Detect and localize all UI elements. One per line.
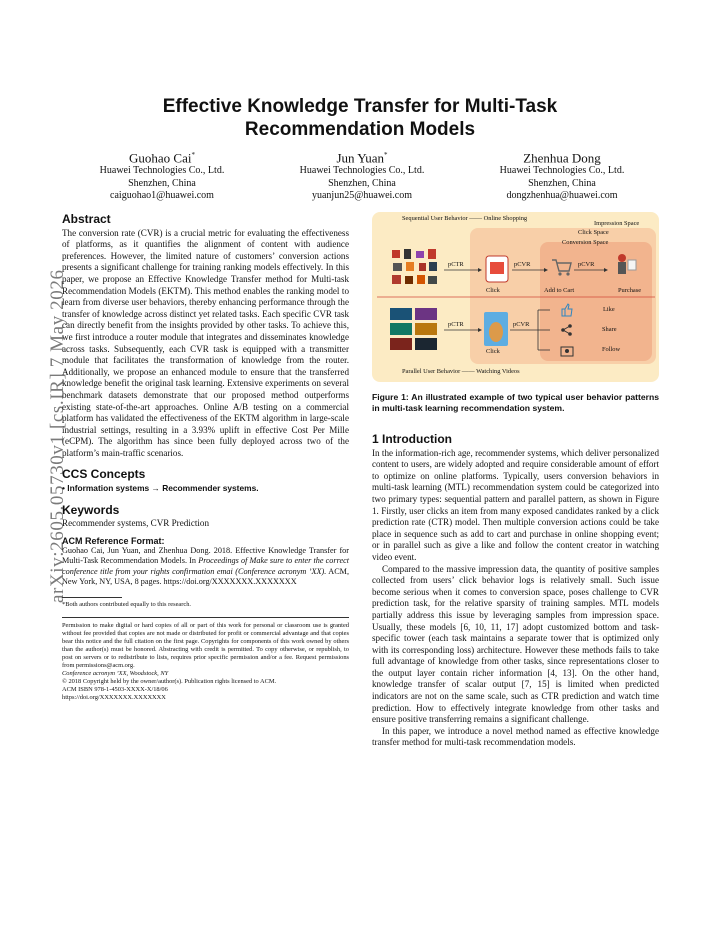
author-affiliation: Huawei Technologies Co., Ltd. bbox=[99, 165, 225, 177]
author-list bbox=[62, 148, 662, 203]
ccs-text: • Information systems → Recommender systems. bbox=[62, 483, 259, 494]
footnote: *Both authors contributed equally to this research. bbox=[62, 601, 192, 609]
like-label: Like bbox=[603, 306, 615, 313]
add-to-cart-label: Add to Cart bbox=[544, 287, 575, 294]
pctr-label: pCTR bbox=[448, 321, 464, 328]
purchase-icon bbox=[612, 252, 638, 280]
follow-label: Follow bbox=[602, 346, 621, 353]
abstract-heading: Abstract bbox=[62, 212, 111, 226]
author-location: Shenzhen, China bbox=[528, 177, 596, 189]
permission-text: Permission to make digital or hard copies of all or part of this work for personal or classroom use is granted without fee provided that copies are not made or distributed for profit or commercial advantage and that copies bear this notice and the full citation on the first page. Copyrights for components of this work owned by others than the author(s) must be honored. Abstracting with credit is permitted. To copy otherwise, or republish, to post on servers or to redistribute to lists, requires prior specific permission and/or a fee. Request permissions from permissions@acm.org. bbox=[62, 622, 349, 670]
share-icon bbox=[561, 324, 573, 336]
conference-line: Conference acronym ’XX, Woodstock, NY bbox=[62, 670, 169, 678]
author-block bbox=[262, 148, 462, 203]
flow-arrows bbox=[372, 212, 659, 382]
abstract-text: The conversion rate (CVR) is a crucial metric for evaluating the effectiveness of platforms, as it quantifies the alignment of content with audience preferences. However, the limited nature of customers’ conversion actions presents a significant challenge for training ranking models effectively. In this paper, we propose an Effective Knowledge Transfer method for Multi-task Recommendation Models (EKTM). This method enables the ranking model to learn from diverse user behaviors, thereby enhancing performance through the transfer of knowledge across distinct yet related tasks. Each specific CVR task can directly benefit from the insights provided by other tasks. To achieve this, we first introduce a router module that integrates and disseminates knowledge across tasks. Subsequently, each CVR task is equipped with a transmitter module that facilitates the transformation of knowledge from the router. Additionally, we propose an enhanced module to ensure that the transferred knowledge benefit the original task learning. Extensive experiments on several benchmark datasets demonstrate that our proposed method outperforms existing state-of-the-art approaches. Online A/B testing on a commercial platform has validated the effectiveness of the EKTM algorithm in large-scale industrial settings, resulting in a 3.93% uplift in effective Cost Per Mille (eCPM). The algorithm has since been fully deployed across two of the platform’s main-traffic scenarios. bbox=[62, 227, 349, 458]
pcvr-label: pCVR bbox=[578, 261, 595, 268]
footnote-rule bbox=[62, 597, 122, 598]
pcvr-label: pCVR bbox=[514, 261, 531, 268]
thumbs-up-icon bbox=[560, 303, 574, 317]
permission-block bbox=[62, 622, 349, 702]
paper-title: Effective Knowledge Transfer for Multi-Task Recommendation Models bbox=[162, 96, 558, 140]
pctr-label: pCTR bbox=[448, 261, 464, 268]
intro-heading: 1 Introduction bbox=[372, 432, 452, 446]
intro-paragraph: In the information-rich age, recommender systems, which deliver personalized content to users, are widely adopted and require considerable amount of effort to optimize on online platforms. Typically, users conversion behaviors in multi-task learning (MTL) recommendation system could be categorized into two primary types: sequential pattern and parallel pattern, as shown in Figure 1. Firstly, user clicks an item from many exposed candidates ranked by a click prediction rate (CTR) model. Then multiple conversion actions could be take place in sequence such as add to cart and purchase in online shopping event; or in parallel such as give a like and follow the content creator in watching video event. bbox=[372, 447, 659, 562]
permission-rule bbox=[62, 617, 349, 618]
copyright-line: © 2018 Copyright held by the owner/author(s). Publication rights licensed to ACM. bbox=[62, 678, 277, 686]
label-sequential: Sequential User Behavior —— Online Shopping bbox=[402, 215, 528, 222]
figure-caption: Figure 1: An illustrated example of two typical user behavior patterns in multi-task learning recommendation system. bbox=[372, 392, 659, 413]
author-email: dongzhenhua@huawei.com bbox=[506, 190, 618, 202]
video-thumbnails-icon bbox=[390, 308, 440, 350]
acm-ref-heading: ACM Reference Format: bbox=[62, 535, 165, 546]
acm-ref-text: Guohao Cai, Jun Yuan, and Zhenhua Dong. 2018. Effective Knowledge Transfer for Multi-Task Recommendation Models. In Proceedings of Make sure to enter the correct conference title from your rights confirmation emai (Conference acronym ’XX). ACM, New York, NY, USA, 8 pages. https://doi.org/XXXXXXX.XXXXXXX bbox=[62, 546, 349, 587]
left-column bbox=[62, 214, 349, 702]
equal-contribution-mark: * bbox=[384, 151, 388, 159]
intro-paragraph: Compared to the massive impression data, the quantity of positive samples collected from users’ click behavior logs is relatively small. Such issue become serious when it comes to conversion space, poses challenge to CVR prediction task, for the relative sparsity of training samples. MTL models partially address this issue by leveraging samples from impression space. Usually, these models [6, 10, 11, 17] adopt customized bottom and task-specific tower (each task maintains a separate tower that is optimized only with its corresponding loss) architecture. However these methods fails to take full advantage of knowledge from other tasks, since representations closer to the output layer contain richer information [4, 13]. On the other hand, knowledge transfer of scalar output [7, 15] is limited when predicted indicators are not on the same scale, such as CTR prediction and watch time prediction. How to effectively integrate knowledge from other tasks and ensure positive transferring remains a significant challenge. bbox=[372, 563, 659, 725]
author-block bbox=[462, 148, 662, 203]
equal-contribution-mark: * bbox=[191, 151, 195, 159]
keywords-heading: Keywords bbox=[62, 502, 120, 517]
conversion-space-label: Conversion Space bbox=[562, 239, 609, 246]
impression-space-label: Impression Space bbox=[594, 220, 640, 227]
purchase-label: Purchase bbox=[618, 287, 642, 294]
author-block bbox=[62, 148, 262, 203]
cart-icon bbox=[550, 256, 572, 278]
author-location: Shenzhen, China bbox=[328, 177, 396, 189]
click-label: Click bbox=[486, 348, 500, 355]
doi-line: https://doi.org/XXXXXXX.XXXXXXX bbox=[62, 694, 166, 702]
keywords-text: Recommender systems, CVR Prediction bbox=[62, 518, 209, 529]
label-parallel: Parallel User Behavior —— Watching Videos bbox=[402, 368, 520, 375]
figure-1 bbox=[372, 212, 659, 382]
author-name: Jun Yuan bbox=[336, 150, 385, 166]
arxiv-stamp: arXiv:2605.05730v1 [cs.IR] 7 May 2026 bbox=[47, 269, 68, 603]
author-email: caiguohao1@huawei.com bbox=[110, 190, 214, 202]
click-space-label: Click Space bbox=[578, 229, 609, 236]
click-label: Click bbox=[486, 287, 500, 294]
follow-icon bbox=[560, 343, 574, 357]
isbn-line: ACM ISBN 978-1-4503-XXXX-X/18/06 bbox=[62, 686, 168, 694]
intro-paragraph: In this paper, we introduce a novel method named as effective knowledge transfer method for multi-task recommendation models. bbox=[372, 725, 659, 748]
right-column bbox=[372, 392, 659, 749]
author-name: Zhenhua Dong bbox=[523, 150, 601, 166]
share-label: Share bbox=[602, 326, 617, 333]
video-cover-icon bbox=[484, 312, 508, 346]
author-affiliation: Huawei Technologies Co., Ltd. bbox=[499, 165, 625, 177]
ccs-heading: CCS Concepts bbox=[62, 467, 146, 482]
author-name: Guohao Cai bbox=[129, 150, 192, 166]
pcvr-label: pCVR bbox=[513, 321, 530, 328]
author-affiliation: Huawei Technologies Co., Ltd. bbox=[299, 165, 425, 177]
author-email: yuanjun25@huawei.com bbox=[311, 190, 413, 202]
product-page-icon bbox=[484, 254, 510, 284]
author-location: Shenzhen, China bbox=[128, 177, 196, 189]
